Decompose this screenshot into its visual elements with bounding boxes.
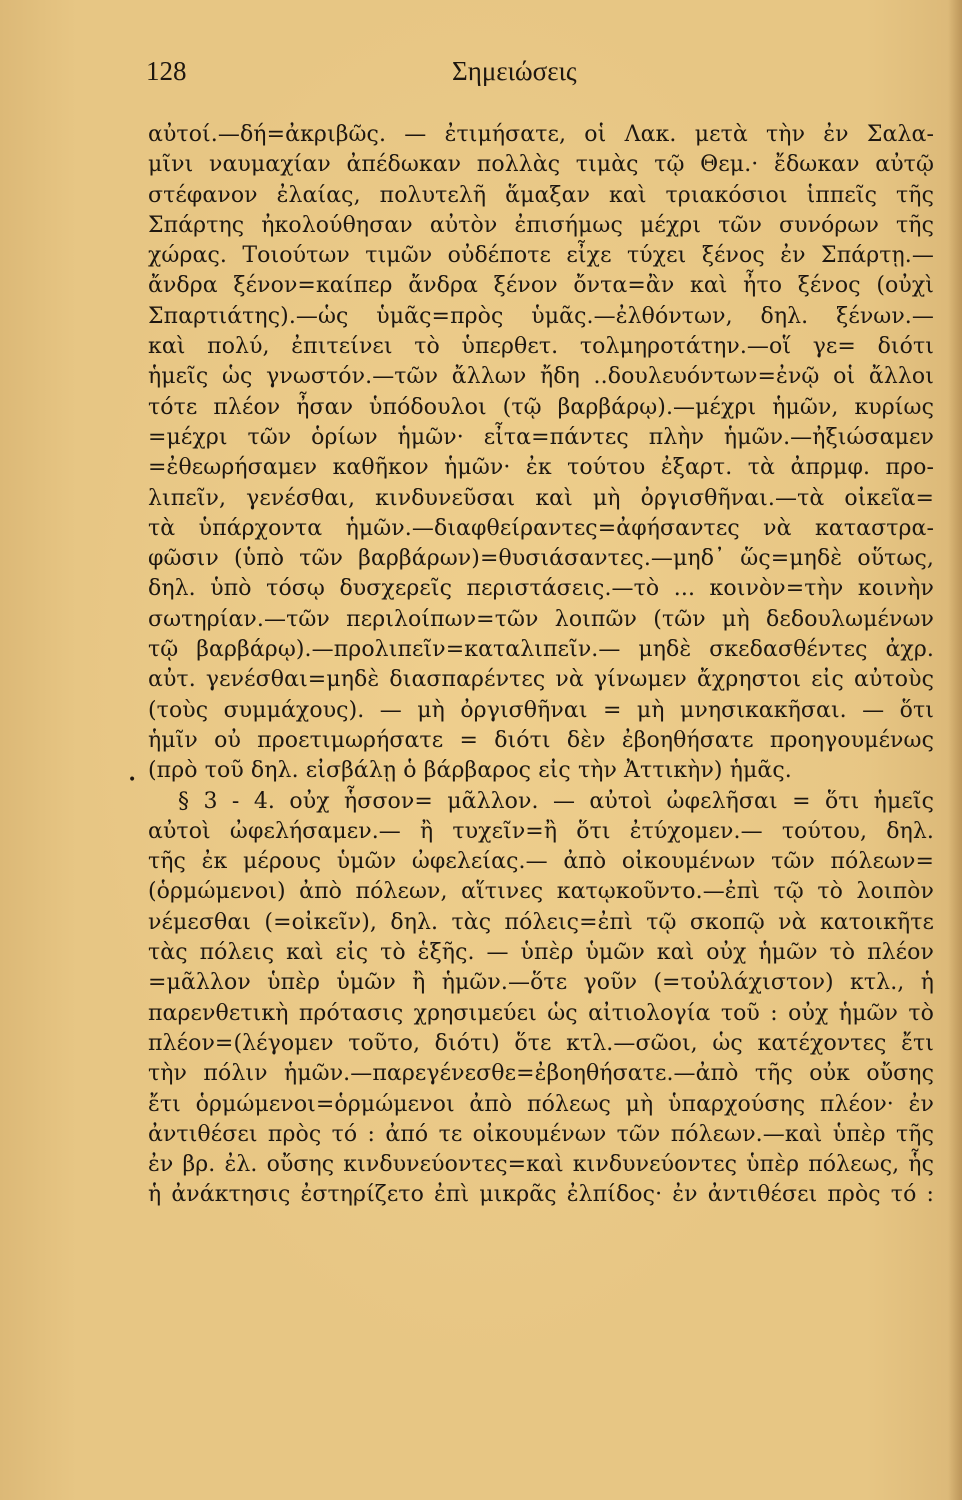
text-line: χώρας. Τοιούτων τιμῶν οὐδέποτε εἶχε τύχει ξένος ἐν Σπάρτῃ.— (148, 243, 934, 269)
text-line: ἀντιθέσει πρὸς τό : ἀπό τε οἰκουμένων τῶν πόλεων.—καὶ ὑπὲρ τῆς (148, 1121, 934, 1147)
text-line: Σπαρτιάτης).—ὡς ὑμᾶς=πρὸς ὑμᾶς.—ἐλθόντων, δηλ. ξένων.— (148, 303, 934, 329)
text-line: ἄνδρα ξένον=καίπερ ἄνδρα ξένον ὄντα=ἂν καὶ ἦτο ξένος (οὐχὶ (148, 273, 934, 299)
text-line: δηλ. ὑπὸ τόσῳ δυσχερεῖς περιστάσεις.—τὸ ... κοινὸν=τὴν κοινὴν (148, 576, 934, 602)
text-line: τὰ ὑπάρχοντα ἡμῶν.—διαφθείραντες=ἀφήσαντες νὰ καταστρα- (148, 515, 934, 541)
page-spine-shadow (948, 0, 962, 1500)
text-line: νέμεσθαι (=οἰκεῖν), δηλ. τὰς πόλεις=ἐπὶ τῷ σκοπῷ νὰ κατοικῆτε (148, 909, 934, 935)
page-number: 128 (146, 56, 187, 86)
text-line: (τοὺς συμμάχους). — μὴ ὀργισθῆναι = μὴ μνησικακῆσαι. — ὅτι (148, 697, 934, 723)
text-line: τῷ βαρβάρῳ).—προλιπεῖν=καταλιπεῖν.— μηδὲ σκεδασθέντες ἀχρ. (148, 637, 934, 663)
text-line: ἡμῖν οὐ προετιμωρήσατε = διότι δὲν ἐβοηθήσατε προηγουμένως (148, 727, 934, 753)
text-line: τότε πλέον ἦσαν ὑπόδουλοι (τῷ βαρβάρῳ).—μέχρι ἡμῶν, κυρίως (148, 394, 934, 420)
text-line: τὴν πόλιν ἡμῶν.—παρεγένεσθε=ἐβοηθήσατε.—ἀπὸ τῆς οὐκ οὔσης (148, 1061, 934, 1087)
text-line: ἔτι ὁρμώμενοι=ὁρμώμενοι ἀπὸ πόλεως μὴ ὑπαρχούσης πλέον· ἐν (148, 1091, 934, 1117)
text-line: =ἐθεωρήσαμεν καθῆκον ἡμῶν· ἐκ τούτου ἐξαρτ. τὰ ἀπρμφ. προ- (148, 455, 934, 481)
text-line: (ὁρμώμενοι) ἀπὸ πόλεων, αἵτινες κατῳκοῦντο.—ἐπὶ τῷ τὸ λοιπὸν (148, 879, 934, 905)
running-head: Σημειώσεις (452, 56, 577, 86)
section-start-line: § 3 - 4. οὐχ ἧσσον= μᾶλλον. — αὐτοὶ ὠφελῆσαι = ὅτι ἡμεῖς (178, 788, 934, 814)
text-line: σωτηρίαν.—τῶν περιλοίπων=τῶν λοιπῶν (τῶν μὴ δεδουλωμένων (148, 606, 934, 632)
text-line: αὐτ. γενέσθαι=μηδὲ διασπαρέντες νὰ γίνωμεν ἄχρηστοι εἰς αὐτοὺς (148, 667, 934, 693)
text-line: μῖνι ναυμαχίαν ἀπέδωκαν πολλὰς τιμὰς τῷ Θεμ.· ἔδωκαν αὐτῷ (148, 152, 934, 178)
text-line: ἐν βρ. ἐλ. οὔσης κινδυνεύοντες=καὶ κινδυνεύοντες ὑπὲρ πόλεως, ἧς (148, 1152, 934, 1178)
text-line: πλέον=(λέγομεν τοῦτο, διότι) ὅτε κτλ.—σῶοι, ὡς κατέχοντες ἔτι (148, 1030, 934, 1056)
text-line: τὰς πόλεις καὶ εἰς τὸ ἑξῆς. — ὑπὲρ ὑμῶν καὶ οὐχ ἡμῶν τὸ πλέον (148, 940, 934, 966)
page-header (0, 56, 962, 96)
notes-body-text (148, 120, 934, 1211)
text-line: =μᾶλλον ὑπὲρ ὑμῶν ἢ ἡμῶν.—ὅτε γοῦν (=τοὐλάχιστον) κτλ., ἡ (148, 970, 934, 996)
text-line: =μέχρι τῶν ὁρίων ἡμῶν· εἶτα=πάντες πλὴν ἡμῶν.—ἠξιώσαμεν (148, 424, 934, 450)
text-line: αὐτοὶ ὠφελήσαμεν.— ἢ τυχεῖν=ἢ ὅτι ἐτύχομεν.— τούτου, δηλ. (148, 818, 934, 844)
text-line: τῆς ἐκ μέρους ὑμῶν ὠφελείας.— ἀπὸ οἰκουμένων τῶν πόλεων= (148, 849, 934, 875)
text-line: ἡμεῖς ὡς γνωστόν.—τῶν ἄλλων ἤδη ..δουλευόντων=ἐνῷ οἱ ἄλλοι (148, 364, 934, 390)
text-line: φῶσιν (ὑπὸ τῶν βαρβάρων)=θυσιάσαντες.—μηδ᾽ ὥς=μηδὲ οὕτως, (148, 546, 934, 572)
text-line: (πρὸ τοῦ δηλ. εἰσβάλῃ ὁ βάρβαρος εἰς τὴν Ἀττικὴν) ἡμᾶς. (148, 758, 792, 784)
margin-dot-mark: • (128, 772, 137, 788)
text-line: καὶ πολύ, ἐπιτείνει τὸ ὑπερθετ. τολμηροτάτην.—οἵ γε= διότι (148, 334, 934, 360)
text-line: Σπάρτης ἠκολούθησαν αὐτὸν ἐπισήμως μέχρι τῶν συνόρων τῆς (148, 212, 934, 238)
text-line: στέφανον ἐλαίας, πολυτελῆ ἅμαξαν καὶ τριακόσιοι ἱππεῖς τῆς (148, 182, 934, 208)
text-line: αὐτοί.—δή=ἀκριβῶς. — ἐτιμήσατε, οἱ Λακ. μετὰ τὴν ἐν Σαλα- (148, 122, 934, 147)
text-line: ἡ ἀνάκτησις ἐστηρίζετο ἐπὶ μικρᾶς ἐλπίδος· ἐν ἀντιθέσει πρὸς τό : (148, 1182, 934, 1208)
text-line: λιπεῖν, γενέσθαι, κινδυνεῦσαι καὶ μὴ ὀργισθῆναι.—τὰ οἰκεῖα= (148, 485, 934, 511)
text-line: παρενθετικὴ πρότασις χρησιμεύει ὡς αἰτιολογία τοῦ : οὐχ ἡμῶν τὸ (148, 1000, 934, 1026)
